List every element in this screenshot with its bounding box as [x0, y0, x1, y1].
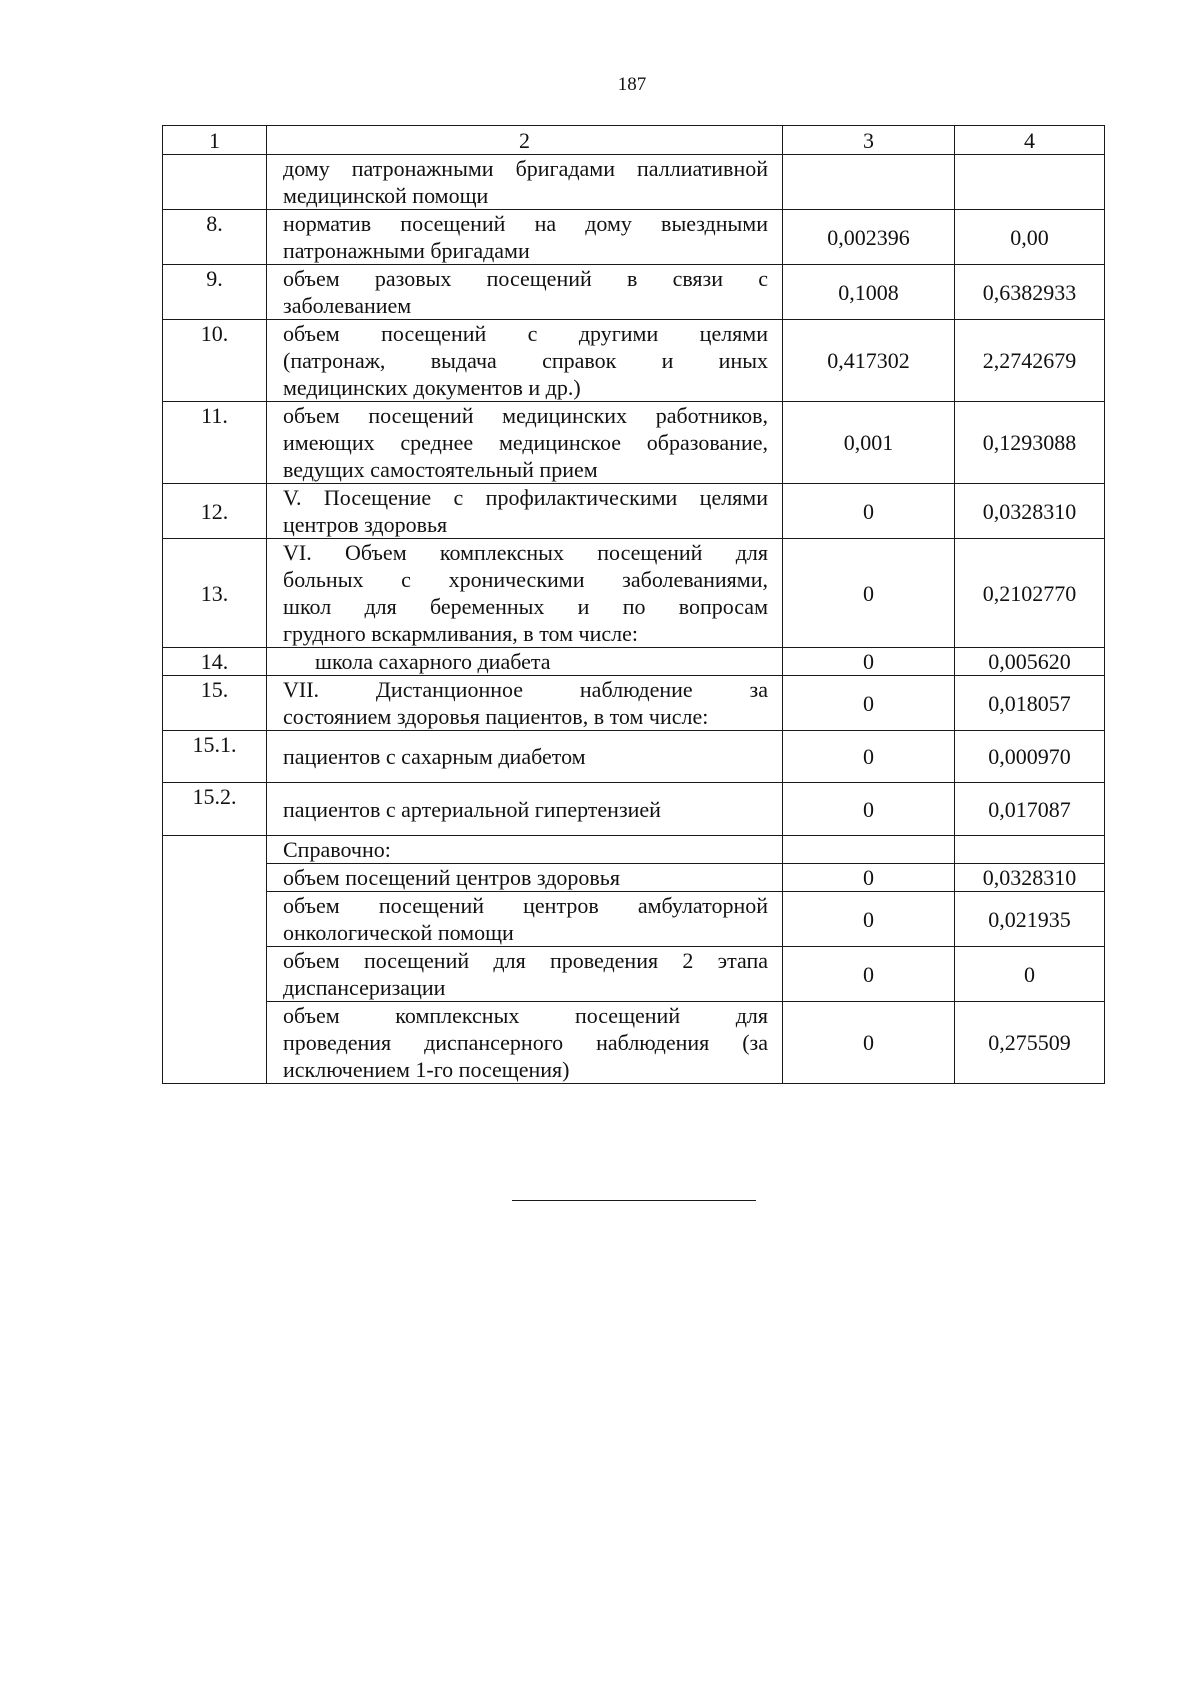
value-col3: 0 [783, 731, 955, 783]
value-col4: 0,00 [955, 210, 1105, 265]
text-line: школ для беременных и по вопросам [283, 594, 768, 619]
value-col3: 0,1008 [783, 265, 955, 320]
text-line: Справочно: [283, 837, 391, 862]
value-col4: 0,1293088 [955, 402, 1105, 484]
row-description [267, 210, 783, 265]
row-description [267, 402, 783, 484]
table-row [163, 864, 1105, 892]
row-description [267, 864, 783, 892]
row-number: 11. [163, 402, 267, 484]
row-number: 12. [163, 484, 267, 539]
text-line: (патронаж, выдача справок и иных [283, 348, 768, 373]
value-col3: 0,417302 [783, 320, 955, 402]
text-line: центров здоровья [283, 512, 448, 537]
text-line: объем посещений с другими целями [283, 321, 768, 346]
value-col4: 0,2102770 [955, 539, 1105, 648]
table-row [163, 676, 1105, 731]
row-number: 14. [163, 648, 267, 676]
row-number: 15.1. [163, 731, 267, 783]
text-line: ведущих самостоятельный прием [283, 457, 598, 482]
row-description [267, 155, 783, 210]
data-table [162, 125, 1105, 1084]
table-row [163, 783, 1105, 836]
text-line: объем разовых посещений в связи с [283, 266, 768, 291]
value-col4: 0,6382933 [955, 265, 1105, 320]
text-line: диспансеризации [283, 975, 446, 1000]
value-col4: 0 [955, 947, 1105, 1002]
header-cell: 3 [783, 126, 955, 155]
value-col3: 0 [783, 864, 955, 892]
row-number: 15. [163, 676, 267, 731]
text-line: патронажными бригадами [283, 238, 530, 263]
value-col4: 0,021935 [955, 892, 1105, 947]
row-description [267, 783, 783, 836]
table-row [163, 210, 1105, 265]
row-description [267, 648, 783, 676]
value-col3: 0 [783, 783, 955, 836]
row-number: 13. [163, 539, 267, 648]
value-col3: 0 [783, 648, 955, 676]
text-line: VII. Дистанционное наблюдение за [283, 677, 768, 702]
value-col4: 0,000970 [955, 731, 1105, 783]
row-number [163, 155, 267, 210]
header-cell: 4 [955, 126, 1105, 155]
table-row [163, 265, 1105, 320]
row-number: 15.2. [163, 783, 267, 836]
value-col4: 0,0328310 [955, 484, 1105, 539]
text-line: исключением 1-го посещения) [283, 1057, 570, 1082]
value-col4: 0,0328310 [955, 864, 1105, 892]
text-line: онкологической помощи [283, 920, 514, 945]
value-col4: 0,275509 [955, 1002, 1105, 1084]
row-description [267, 484, 783, 539]
value-col3: 0 [783, 947, 955, 1002]
text-line: школа сахарного диабета [315, 649, 551, 674]
value-col3: 0 [783, 539, 955, 648]
text-line: проведения диспансерного наблюдения (за [283, 1030, 768, 1055]
text-line: больных с хроническими заболеваниями, [283, 567, 768, 592]
row-description [267, 676, 783, 731]
value-col3: 0 [783, 484, 955, 539]
table-row [163, 539, 1105, 648]
row-number: 10. [163, 320, 267, 402]
value-col4: 2,2742679 [955, 320, 1105, 402]
table-row [163, 320, 1105, 402]
text-line: состоянием здоровья пациентов, в том числе: [283, 704, 709, 729]
table-row [163, 648, 1105, 676]
value-col3: 0 [783, 892, 955, 947]
table-row [163, 892, 1105, 947]
row-description [267, 320, 783, 402]
value-col4 [955, 836, 1105, 864]
table-row [163, 731, 1105, 783]
text-line: объем комплексных посещений для [283, 1003, 768, 1028]
row-description [267, 947, 783, 1002]
text-line: объем посещений центров амбулаторной [283, 893, 768, 918]
row-description [267, 265, 783, 320]
page-number: 187 [617, 74, 647, 95]
text-line: объем посещений для проведения 2 этапа [283, 948, 768, 973]
text-line: объем посещений медицинских работников, [283, 403, 768, 428]
text-line: грудного вскармливания, в том числе: [283, 621, 638, 646]
text-line: VI. Объем комплексных посещений для [283, 540, 768, 565]
value-col3 [783, 836, 955, 864]
row-description [267, 731, 783, 783]
text-line: норматив посещений на дому выездными [283, 211, 768, 236]
text-line: медицинских документов и др.) [283, 375, 581, 400]
value-col3: 0,001 [783, 402, 955, 484]
end-rule [512, 1200, 756, 1201]
row-description [267, 539, 783, 648]
row-number: 8. [163, 210, 267, 265]
row-description [267, 892, 783, 947]
table-row [163, 1002, 1105, 1084]
row-description [267, 836, 783, 864]
text-line: объем посещений центров здоровья [283, 865, 620, 890]
row-number: 9. [163, 265, 267, 320]
row-number [163, 836, 267, 1084]
table-row [163, 484, 1105, 539]
header-row [163, 126, 1105, 155]
text-line: заболеванием [283, 293, 412, 318]
header-cell: 2 [267, 126, 783, 155]
value-col3: 0,002396 [783, 210, 955, 265]
value-col3: 0 [783, 1002, 955, 1084]
header-cell: 1 [163, 126, 267, 155]
table-row [163, 402, 1105, 484]
value-col3 [783, 155, 955, 210]
text-line: пациентов с артериальной гипертензией [283, 796, 661, 822]
value-col4: 0,018057 [955, 676, 1105, 731]
value-col4: 0,005620 [955, 648, 1105, 676]
text-line: имеющих среднее медицинское образование, [283, 430, 768, 455]
value-col4 [955, 155, 1105, 210]
table-row [163, 155, 1105, 210]
text-line: медицинской помощи [283, 183, 489, 208]
row-description [267, 1002, 783, 1084]
value-col3: 0 [783, 676, 955, 731]
text-line: дому патронажными бригадами паллиативной [283, 156, 768, 181]
value-col4: 0,017087 [955, 783, 1105, 836]
table-row [163, 947, 1105, 1002]
text-line: пациентов с сахарным диабетом [283, 744, 586, 769]
table-row [163, 836, 1105, 864]
text-line: V. Посещение с профилактическими целями [283, 485, 768, 510]
